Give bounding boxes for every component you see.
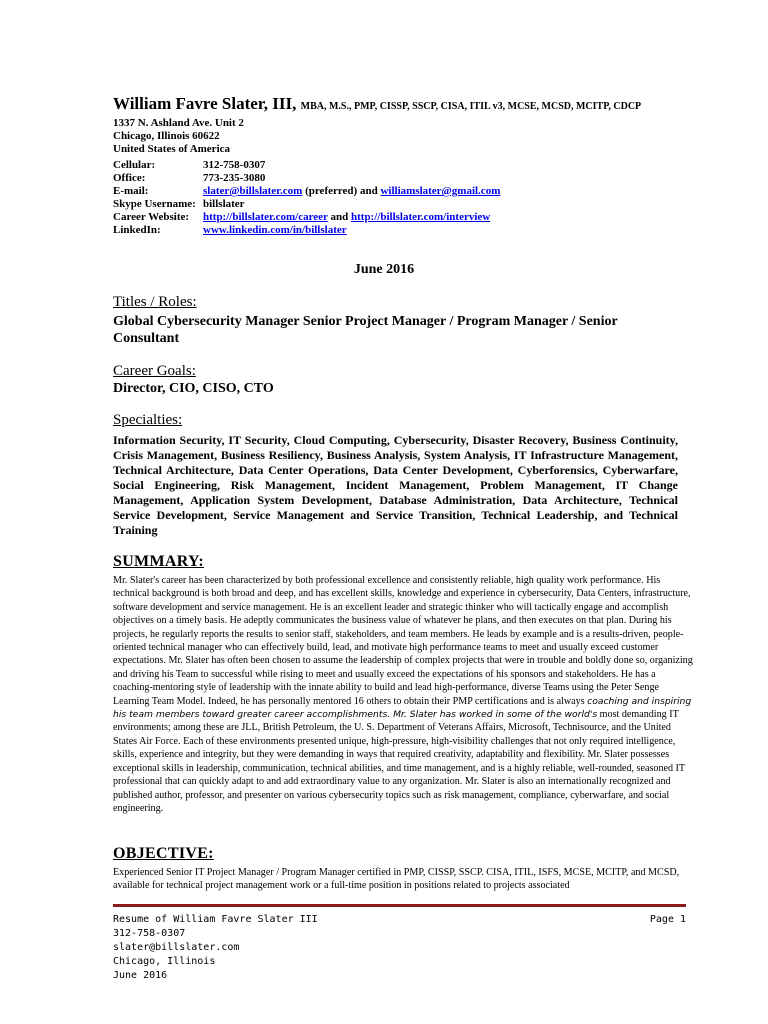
goals-heading: Career Goals: <box>113 363 196 379</box>
goals-text: Director, CIO, CISO, CTO <box>113 381 274 396</box>
email-connector-text: (preferred) and <box>302 185 381 197</box>
address-line-2: Chicago, Illinois 60622 <box>113 130 220 142</box>
office-label: Office: <box>113 172 146 184</box>
career-website-label: Career Website: <box>113 211 190 223</box>
career-link[interactable]: http://billslater.com/career <box>203 211 328 223</box>
footer-title: Resume of William Favre Slater III <box>113 914 318 925</box>
summary-text-2: coaching and inspiring his team members toward greater career accomplishments. Mr. Slater has worked in some of the world's <box>113 695 692 721</box>
email-label: E-mail: <box>113 185 149 197</box>
footer-date: June 2016 <box>113 970 168 981</box>
candidate-name: William Favre Slater, III, <box>113 94 297 113</box>
interview-link[interactable]: http://billslater.com/interview <box>351 211 491 223</box>
resume-date: June 2016 <box>353 262 415 277</box>
email-primary-link[interactable]: slater@billslater.com <box>203 185 303 197</box>
cellular-label: Cellular: <box>113 159 156 171</box>
email-secondary-link[interactable]: williamslater@gmail.com <box>380 185 501 197</box>
specialties-text: Information Security, IT Security, Cloud Computing, Cybersecurity, Disaster Recovery, Business Continuity, Crisis Management, Business Resiliency, Business Analysis, System Analysis, IT Infrastructure Management, Technical Architecture, Data Center Operations, Data Center Development, Cyberforensics, Cyberwarfare, Social Engineering, Risk Management, Incident Management, Problem Management, IT Change Management, Application System Development, Database Administration, Data Architecture, Technical Service Development, Service Management and Service Transition, Technical Leadership, and Technical Training <box>113 433 678 537</box>
skype-label: Skype Username: <box>113 198 196 210</box>
linkedin-value <box>203 224 713 237</box>
footer-top-row <box>113 913 686 927</box>
summary-text-3: most demanding IT environments; among these are JLL, British Petroleum, the U. S. Department of Veterans Affairs, Microsoft, Technisource, and the United States Air Force. Each of these environments presented unique, high-pressure, high-visibility challenges that not only required intelligence, skills, experience and integrity, but they were demanding in ways that required creativity, adaptability and flexibility. Mr. Slater possesses exceptional skills in leadership, communication, technical abilities, and time management, and is a highly reliable, well-rounded, seasoned IT professional that can quickly adapt to and add extraordinary value to any organization. Mr. Slater is also an internationally recognized and published author, professor, and presenter on various cybersecurity topics such as risk management, compliance, cyberwarfare, and social engineering. <box>113 709 685 814</box>
objective-heading: OBJECTIVE: <box>113 845 214 862</box>
objective-text: Experienced Senior IT Project Manager / Program Manager certified in PMP, CISSP, SSCP. CISA, ITIL, ISFS, MCSE, MCITP, and MCSD, available for technical project management work or a full-time position in positions related to projects associated <box>113 867 680 892</box>
contact-career-website <box>113 211 713 224</box>
contact-block <box>113 159 713 237</box>
cellular-value: 312-758-0307 <box>203 159 266 171</box>
linkedin-link[interactable]: www.linkedin.com/in/billslater <box>203 224 347 236</box>
summary-paragraph <box>113 574 693 815</box>
footer-divider <box>113 904 686 907</box>
credentials: MBA, M.S., PMP, CISSP, SSCP, CISA, ITIL v3, MCSE, MCSD, MCITP, CDCP <box>300 101 642 112</box>
specialties-heading: Specialties: <box>113 412 183 428</box>
name-line <box>113 94 713 117</box>
summary-text-1: Mr. Slater's career has been characterized by both professional excellence and consistently reliable, high quality work performance. His technical background is both broad and deep, and has excellent skills, knowledge and experience in cybersecurity, Data Centers, infrastructure, software development and service management. He is an excellent leader and strategic thinker who will tactically engage and accomplish objectives on a timely basis. He adeptly communicates the business value of whatever he plans, and then executes on that plan. During his projects, he regularly reports the results to senior staff, stakeholders, and team members. He leads by example and is a results-driven, people-oriented technical manager who can effectively build, lead, and motivate high performance teams to meet and usually exceed customer expectations. Mr. Slater has often been chosen to assume the leadership of complex projects that were in trouble and boldly done so, organizing and driving his Team to successful while rising to meet and usually exceed the expectations of his sponsors and stakeholders. He has a coaching-mentoring style of leadership with the innate ability to build and lead high-performance, diverse Teams using the Peter Senge Learning Team Model. Indeed, he has personally mentored 16 others to obtain their PMP certifications and is always <box>113 575 693 707</box>
contact-cellular <box>113 159 713 172</box>
footer-page-number: Page 1 <box>649 914 686 925</box>
objective-body <box>113 866 693 893</box>
summary-body <box>113 574 693 815</box>
career-connector-text: and <box>327 211 351 223</box>
contact-linkedin <box>113 224 713 237</box>
titles-text: Global Cybersecurity Manager Senior Project Manager / Program Manager / Senior Consultant <box>113 314 618 346</box>
contact-email <box>113 185 713 198</box>
address-line-1: 1337 N. Ashland Ave. Unit 2 <box>113 117 244 129</box>
titles-heading: Titles / Roles: <box>113 294 197 310</box>
footer-email: slater@billslater.com <box>113 942 240 953</box>
page-footer <box>113 913 686 983</box>
summary-heading: SUMMARY: <box>113 553 205 570</box>
email-value <box>203 185 713 198</box>
footer-phone: 312-758-0307 <box>113 928 186 939</box>
skype-value: billslater <box>203 198 245 210</box>
career-website-value <box>203 211 713 224</box>
resume-header <box>113 94 713 156</box>
contact-office <box>113 172 713 185</box>
linkedin-label: LinkedIn: <box>113 224 161 236</box>
footer-city: Chicago, Illinois <box>113 956 216 967</box>
address-line-3: United States of America <box>113 143 231 155</box>
office-value: 773-235-3080 <box>203 172 266 184</box>
contact-skype <box>113 198 713 211</box>
